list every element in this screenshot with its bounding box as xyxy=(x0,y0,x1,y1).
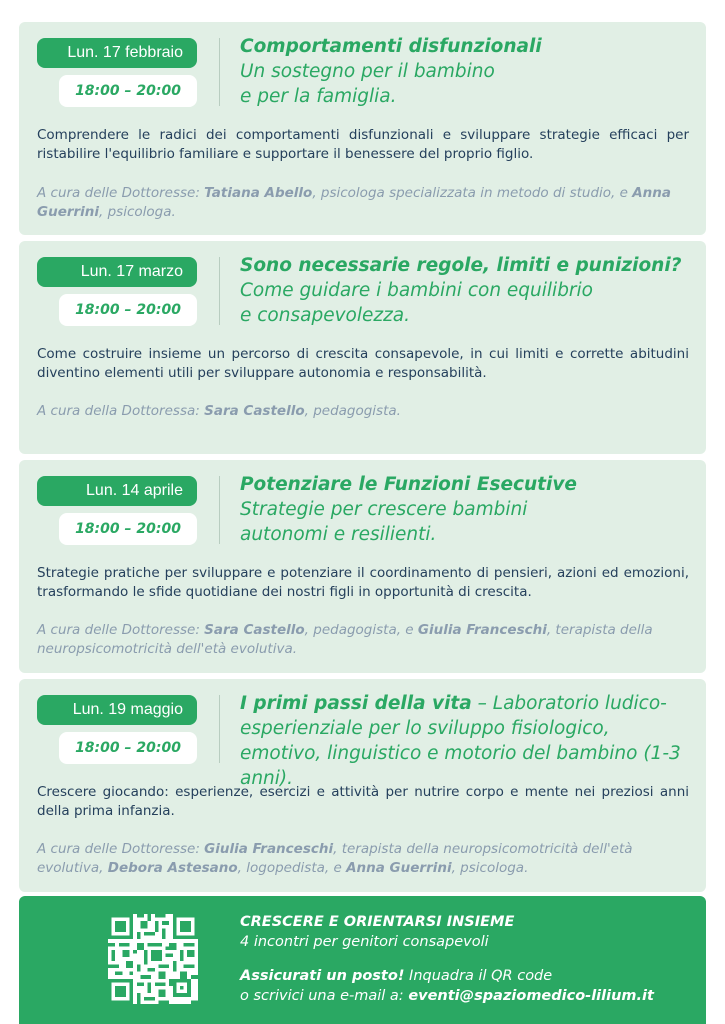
event-title xyxy=(240,691,695,791)
event-date-badge: Lun. 19 maggio xyxy=(37,695,197,725)
event-time-badge: 18:00 – 20:00 xyxy=(59,732,197,764)
speaker-name: Giulia Franceschi xyxy=(417,622,547,638)
speaker-name: Giulia Franceschi xyxy=(204,841,334,857)
event-title xyxy=(240,34,695,109)
event-subtitle-line: Strategie per crescere bambini xyxy=(240,499,528,520)
event-credits xyxy=(37,402,689,421)
event-card-february xyxy=(19,22,706,235)
footer-subtitle: 4 incontri per genitori consapevoli xyxy=(240,934,489,950)
email-prefix: o scrivici una e-mail a: xyxy=(240,988,404,1004)
event-title-main: I primi passi della vita xyxy=(240,693,472,714)
speaker-name: Debora Astesano xyxy=(107,860,238,876)
divider xyxy=(219,38,220,106)
divider xyxy=(219,695,220,763)
event-card-april xyxy=(19,460,706,673)
email-link[interactable]: eventi@spaziomedico-lilium.it xyxy=(408,988,654,1004)
credit-prefix: A cura delle Dottoresse: xyxy=(37,841,200,857)
footer-email-line xyxy=(240,986,654,1006)
speaker-name: Sara Castello xyxy=(204,403,305,419)
divider xyxy=(219,257,220,325)
event-card-march xyxy=(19,241,706,454)
speaker-name: Tatiana Abello xyxy=(204,185,313,201)
event-description: Crescere giocando: esperienze, esercizi e attività per nutrire corpo e mente nei preziosi anni della prima infanzia. xyxy=(37,784,689,819)
qr-code-icon[interactable] xyxy=(108,914,198,1004)
credit-prefix: A cura delle Dottoresse: xyxy=(37,185,200,201)
speaker-name: Anna Guerrini xyxy=(346,860,452,876)
event-credits xyxy=(37,184,689,222)
event-description: Comprendere le radici dei comportamenti disfunzionali e sviluppare strategie efficaci per ristabilire l'equilibrio familiare e supportare il benessere del proprio figlio. xyxy=(37,127,689,162)
speaker-name: Anna Guerrini xyxy=(37,185,671,220)
credit-prefix: A cura delle Dottoresse: xyxy=(37,622,200,638)
speaker-role: , terapista della neuropsicomotricità dell'età evolutiva. xyxy=(37,622,653,657)
event-title xyxy=(240,472,695,547)
footer-banner xyxy=(19,896,706,1024)
credit-prefix: A cura della Dottoressa: xyxy=(37,403,200,419)
speaker-role: , pedagogista, e xyxy=(304,622,414,638)
event-card-may xyxy=(19,679,706,892)
speaker-role: , pedagogista. xyxy=(304,403,401,419)
event-date-badge: Lun. 14 aprile xyxy=(37,476,197,506)
event-title-main: Sono necessarie regole, limiti e punizioni? xyxy=(240,255,682,276)
event-subtitle-line: Un sostegno per il bambino xyxy=(240,61,495,82)
event-description: Strategie pratiche per sviluppare e potenziare il coordinamento di pensieri, azioni ed emozioni, trasformando le sfide quotidiane dei nostri figli in opportunità di crescita. xyxy=(37,565,689,600)
event-time-badge: 18:00 – 20:00 xyxy=(59,75,197,107)
event-description: Come costruire insieme un percorso di crescita consapevole, in cui limiti e corrette abitudini diventino elementi utili per sviluppare autonomia e responsabilità. xyxy=(37,346,689,381)
event-date-badge: Lun. 17 febbraio xyxy=(37,38,197,68)
speaker-role: , logopedista, e xyxy=(237,860,342,876)
event-subtitle-line: autonomi e resilienti. xyxy=(240,524,437,545)
event-time-badge: 18:00 – 20:00 xyxy=(59,513,197,545)
divider xyxy=(219,476,220,544)
speaker-role: , psicologa. xyxy=(99,204,176,220)
title-dash: – xyxy=(471,693,493,714)
event-subtitle-line: e consapevolezza. xyxy=(240,305,411,326)
event-title xyxy=(240,253,695,328)
footer-cta xyxy=(240,966,552,986)
cta-text: Inquadra il QR code xyxy=(404,968,553,984)
cta-highlight: Assicurati un posto! xyxy=(240,968,405,984)
speaker-name: Sara Castello xyxy=(204,622,305,638)
event-credits xyxy=(37,840,689,878)
event-title-main: Comportamenti disfunzionali xyxy=(240,36,542,57)
speaker-role: , psicologa. xyxy=(451,860,529,876)
event-subtitle-line: Come guidare i bambini con equilibrio xyxy=(240,280,593,301)
footer-title: CRESCERE E ORIENTARSI INSIEME xyxy=(240,914,515,930)
event-subtitle: Laboratorio ludico-esperienziale per lo sviluppo fisiologico, emotivo, linguistico e motorio del bambino (1-3 anni). xyxy=(240,693,681,789)
event-title-main: Potenziare le Funzioni Esecutive xyxy=(240,474,577,495)
event-time-badge: 18:00 – 20:00 xyxy=(59,294,197,326)
speaker-role: , terapista della neuropsicomotricità dell'età evolutiva, xyxy=(37,841,633,876)
speaker-role: , psicologa specializzata in metodo di studio, e xyxy=(312,185,628,201)
event-credits xyxy=(37,621,689,659)
event-date-badge: Lun. 17 marzo xyxy=(37,257,197,287)
event-subtitle-line: e per la famiglia. xyxy=(240,86,397,107)
